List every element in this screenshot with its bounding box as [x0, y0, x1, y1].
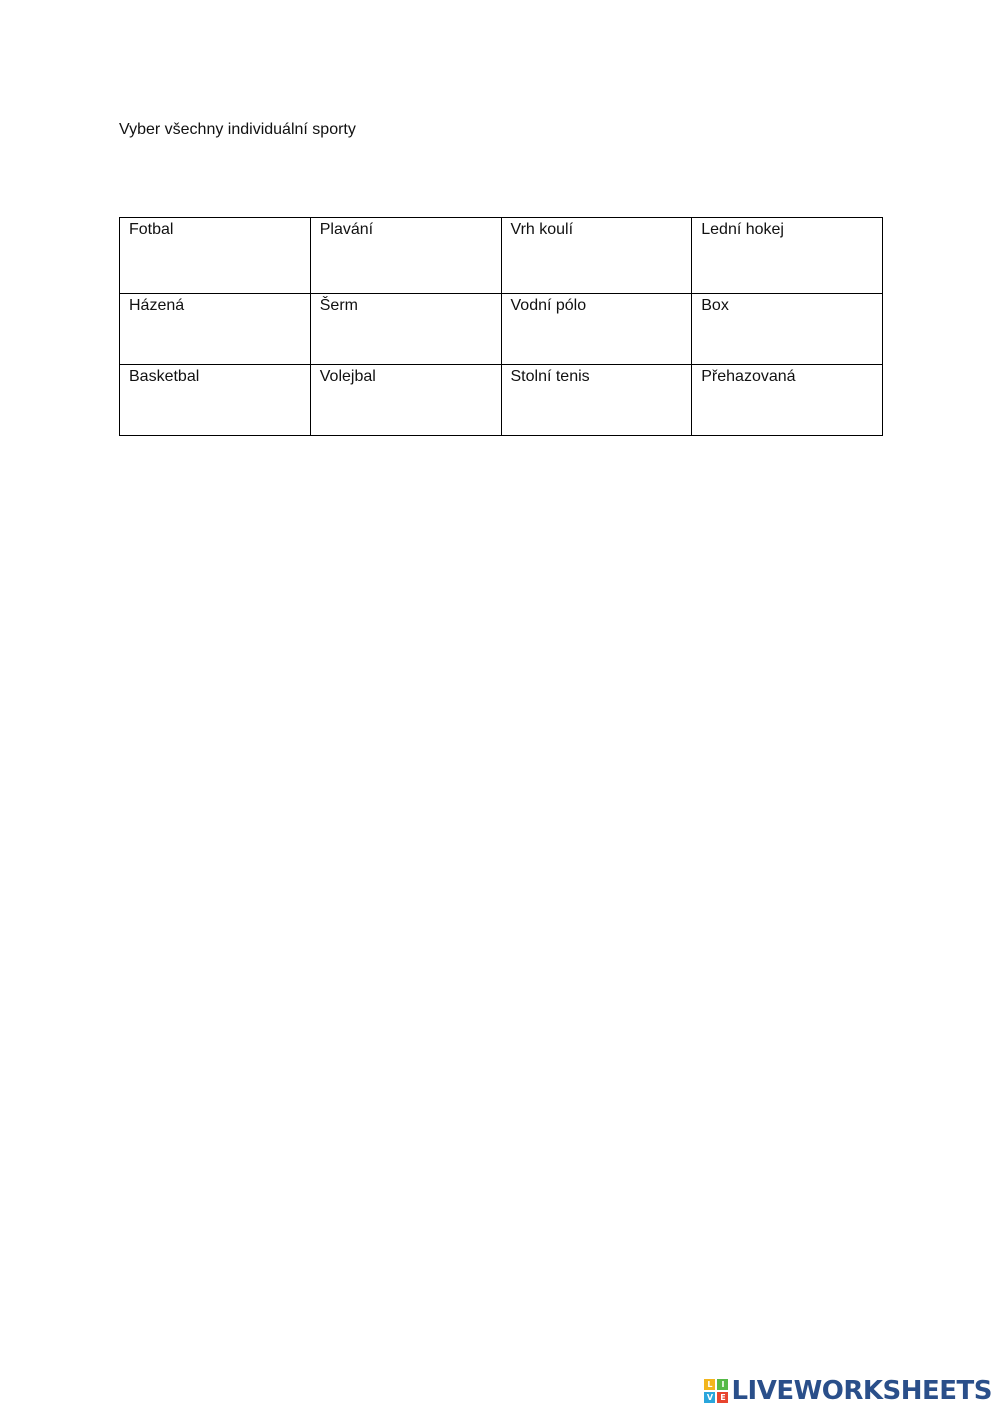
sport-cell[interactable] — [120, 218, 311, 294]
sport-cell[interactable] — [120, 365, 311, 436]
sport-label: Šerm — [319, 297, 358, 314]
sport-label: Lední hokej — [701, 221, 784, 238]
sport-cell[interactable] — [501, 218, 692, 294]
sport-label: Stolní tenis — [510, 368, 590, 385]
sport-cell[interactable] — [501, 294, 692, 365]
sport-label: Basketbal — [129, 368, 200, 385]
logo-tile: I — [717, 1379, 728, 1390]
logo-tile: V — [704, 1392, 715, 1403]
sports-table — [119, 217, 883, 436]
liveworksheets-logo — [704, 1378, 992, 1404]
logo-text: LIVEWORKSHEETS — [731, 1376, 992, 1406]
logo-tile: E — [717, 1392, 728, 1403]
sport-cell[interactable] — [692, 218, 883, 294]
sport-cell[interactable] — [310, 365, 501, 436]
sport-label: Box — [701, 297, 729, 314]
sport-label: Přehazovaná — [701, 368, 796, 385]
sport-cell[interactable] — [692, 294, 883, 365]
sport-label: Vodní pólo — [510, 297, 587, 314]
logo-tile: L — [704, 1379, 715, 1390]
table-row — [120, 365, 883, 436]
logo-tiles-icon — [704, 1379, 728, 1403]
sport-cell[interactable] — [310, 218, 501, 294]
sport-cell[interactable] — [120, 294, 311, 365]
table-row — [120, 294, 883, 365]
sport-label: Fotbal — [129, 221, 174, 238]
sport-label: Házená — [129, 297, 185, 314]
instruction-text: Vyber všechny individuální sporty — [119, 121, 356, 138]
sport-label: Vrh koulí — [510, 221, 574, 238]
sport-label: Volejbal — [319, 368, 376, 385]
sport-cell[interactable] — [310, 294, 501, 365]
table-row — [120, 218, 883, 294]
sport-label: Plavání — [319, 221, 374, 238]
sport-cell[interactable] — [501, 365, 692, 436]
sport-cell[interactable] — [692, 365, 883, 436]
